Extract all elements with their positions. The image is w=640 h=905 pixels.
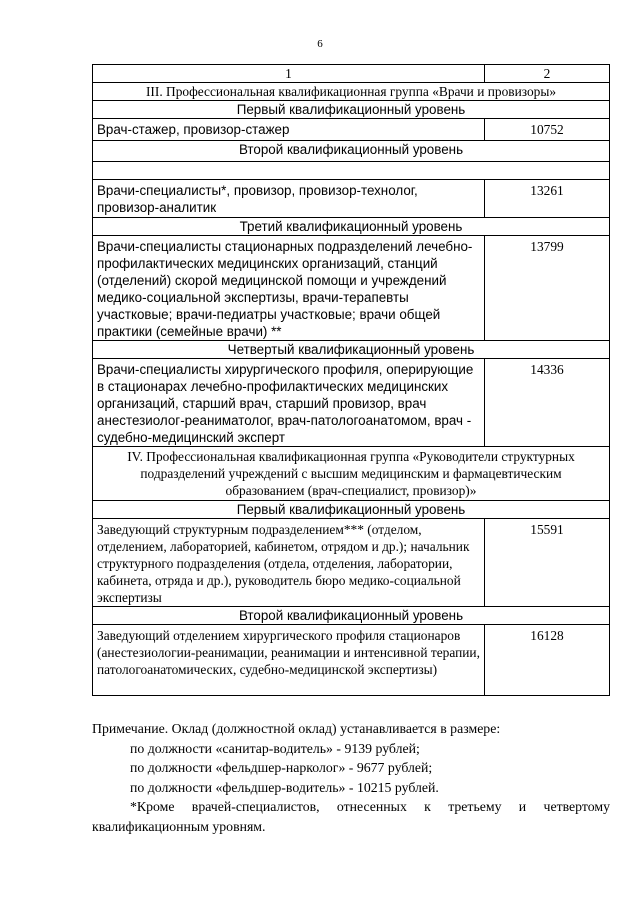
note-item: по должности «фельдшер-водитель» - 10215 рублей.: [130, 779, 439, 795]
salary-cell: 10752: [485, 119, 610, 141]
table-row: [93, 236, 610, 341]
level-title: Первый квалификационный уровень: [93, 501, 610, 519]
position-cell: Врач-стажер, провизор-стажер: [93, 119, 485, 141]
position-cell: Врачи-специалисты*, провизор, провизор-технолог, провизор-аналитик: [93, 180, 485, 218]
level-title: Второй квалификационный уровень: [93, 141, 610, 162]
table-row: [93, 119, 610, 141]
note-intro: Примечание. Оклад (должностной оклад) устанавливается в размере:: [92, 721, 501, 736]
salary-cell: 16128: [485, 625, 610, 696]
note-item: по должности «фельдшер-нарколог» - 9677 рублей;: [130, 760, 433, 775]
level-title: Четвертый квалификационный уровень: [93, 341, 610, 359]
salary-cell: 15591: [485, 519, 610, 607]
level-title: Третий квалификационный уровень: [93, 218, 610, 236]
column-header-2: 2: [485, 65, 610, 83]
group-title: IV. Профессиональная квалификационная группа «Руководители структурных подразделений учреждений с высшим медицинским и фармацевтическим образованием (врач-специалист, провизор)»: [93, 447, 610, 501]
page-number: 6: [317, 38, 323, 50]
salary-cell: 13261: [485, 180, 610, 218]
note-section: [92, 719, 610, 836]
table-header-row: [93, 65, 610, 83]
table-row: [93, 519, 610, 607]
table-row: [93, 625, 610, 696]
position-cell: Заведующий структурным подразделением*** (отделом, отделением, лабораторией, кабинетом, отрядом и др.); начальник структурного подразделения (отдела, отделения, лаборатории, кабинета, отряда и др.), руководитель бюро медико-социальной экспертизы: [93, 519, 485, 607]
group-title: III. Профессиональная квалификационная группа «Врачи и провизоры»: [93, 83, 610, 101]
salary-cell: 13799: [485, 236, 610, 341]
position-cell: Заведующий отделением хирургического профиля стационаров (анестезиологии-реанимации, реанимации и интенсивной терапии, патологоанатомических, судебно-медицинской экспертизы): [93, 625, 485, 696]
level-title: Первый квалификационный уровень: [93, 101, 610, 119]
column-header-1: 1: [93, 65, 485, 83]
salary-table: [92, 64, 610, 696]
table-row: [93, 180, 610, 218]
note-item: по должности «санитар-водитель» - 9139 рублей;: [130, 740, 420, 756]
position-cell: Врачи-специалисты стационарных подразделений лечебно-профилактических медицинских организаций, станций (отделений) скорой медицинской помощи и учреждений медико-социальной экспертизы, врачи-терапевты участковые; врачи-педиатры участковые; врачи общей практики (семейные врачи) **: [93, 236, 485, 341]
position-cell: Врачи-специалисты хирургического профиля, оперирующие в стационарах лечебно-профилактических медицинских организаций, старший врач, старший провизор, врач анестезиолог-реаниматолог, врач-патологоанатомом, врач - судебно-медицинский эксперт: [93, 359, 485, 447]
salary-cell: 14336: [485, 359, 610, 447]
table-row: [93, 359, 610, 447]
empty-row: [93, 162, 610, 180]
level-title: Второй квалификационный уровень: [93, 607, 610, 625]
note-footnote: *Кроме врачей-специалистов, отнесенных к третьему и четвертому квалификационным уровням.: [92, 799, 610, 834]
